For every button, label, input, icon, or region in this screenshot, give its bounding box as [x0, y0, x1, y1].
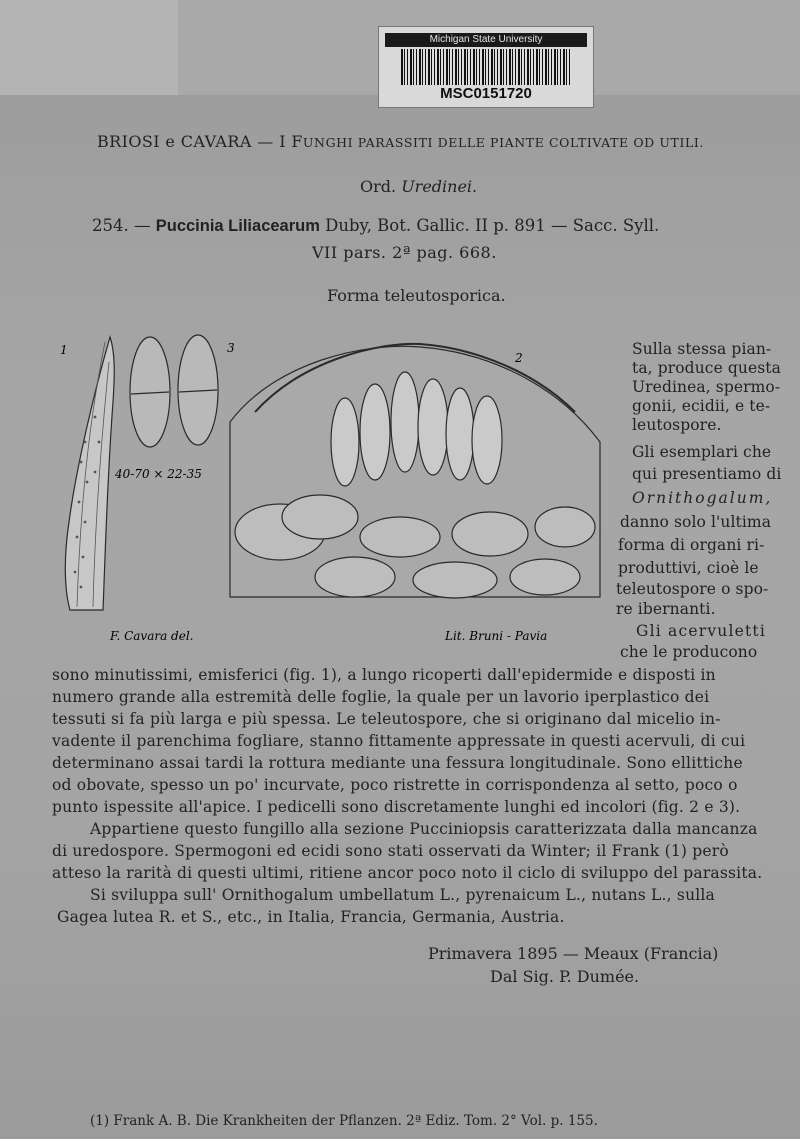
side-line-10: forma di organi ri-: [618, 536, 765, 554]
figure-printer: Lit. Bruni - Pavia: [445, 629, 548, 643]
entry-number: 254. —: [92, 216, 151, 235]
entry-species: Puccinia Liliacearum: [155, 217, 320, 235]
header-series-a: I F: [279, 132, 303, 151]
barcode-bars: [401, 49, 571, 85]
entry-citation: Duby, Bot. Gallic. II p. 891 — Sacc. Syll.: [325, 216, 660, 235]
figure-measure: 40-70 × 22-35: [115, 467, 202, 481]
figure-label-1: 1: [60, 343, 68, 357]
side-line-6: Gli esemplari che: [632, 443, 772, 461]
side-line-3: Uredinea, spermo-: [632, 378, 781, 396]
body-line-9: di uredospore. Spermogoni ed ecidi sono stati osservati da Winter; il Frank (1) però: [52, 842, 729, 860]
figure-label-2: 2: [515, 351, 523, 365]
body-line-3: tessuti si fa più larga e più spessa. Le teleutospore, che si originano dal micelio in-: [52, 710, 721, 728]
header-series-b: UNGHI PARASSITI DELLE PIANTE COLTIVATE OD UTILI.: [302, 135, 704, 150]
figure-label-3: 3: [227, 341, 235, 355]
barcode-label: [378, 26, 594, 108]
side-line-8: Ornithogalum,: [632, 489, 773, 507]
side-line-4: gonii, ecidii, e te-: [632, 397, 771, 415]
figure-3-spores: [130, 335, 218, 447]
body-line-6: od obovate, spesso un po' incurvate, poco ristrette in corrispondenza al setto, poco o: [52, 776, 738, 794]
side-line-15: che le producono: [620, 643, 758, 661]
body-line-12: Gagea lutea R. et S., etc., in Italia, Francia, Germania, Austria.: [57, 908, 565, 926]
order-name: Uredinei.: [401, 177, 478, 196]
figure-2-section: [230, 344, 600, 598]
side-line-11: produttivi, cioè le: [618, 559, 759, 577]
header-dash: —: [257, 132, 274, 151]
side-line-1: Sulla stessa pian-: [632, 340, 772, 358]
body-line-5: determinano assai tardi la rottura mediante una fessura longitudinale. Sono ellittiche: [52, 754, 743, 772]
order-line: [360, 177, 477, 196]
page-header: [97, 132, 704, 151]
order-prefix: Ord.: [360, 177, 397, 196]
side-line-12: teleutospore o spo-: [616, 580, 769, 598]
body-line-1: sono minutissimi, emisferici (fig. 1), a lungo ricoperti dall'epidermide e disposti in: [52, 666, 716, 684]
figure-1-leaf: [65, 337, 114, 610]
side-line-13: re ibernanti.: [616, 600, 716, 618]
figure-artist: F. Cavara del.: [110, 629, 194, 643]
collection-date: Primavera 1895 — Meaux (Francia): [428, 944, 719, 963]
barcode-id: MSC0151720: [440, 85, 532, 102]
collection-donor: Dal Sig. P. Dumée.: [490, 967, 640, 986]
botanical-figure: [55, 322, 620, 647]
paper-edge-left: [0, 0, 179, 95]
side-line-14: Gli acervuletti: [636, 622, 767, 640]
body-line-10: atteso la rarità di questi ultimi, ritiene ancor poco noto il ciclo di sviluppo del parassita.: [52, 864, 763, 882]
side-line-2: ta, produce questa: [632, 359, 781, 377]
body-line-2: numero grande alla estremità delle foglie, la quale per un lavorio iperplastico dei: [52, 688, 710, 706]
body-line-4: vadente il parenchima fogliare, stanno fittamente appressate in questi acervuli, di cui: [52, 732, 746, 750]
body-line-8: Appartiene questo fungillo alla sezione Pucciniopsis caratterizzata dalla mancanza: [90, 820, 758, 838]
forma-title: Forma teleutosporica.: [327, 286, 506, 305]
side-line-5: leutospore.: [632, 416, 722, 434]
entry-citation-2: VII pars. 2ª pag. 668.: [312, 243, 497, 262]
body-line-11: Si sviluppa sull' Ornithogalum umbellatum L., pyrenaicum L., nutans L., sulla: [90, 886, 716, 904]
footnote: (1) Frank A. B. Die Krankheiten der Pflanzen. 2ª Ediz. Tom. 2° Vol. p. 155.: [90, 1113, 598, 1129]
side-line-7: qui presentiamo di: [632, 465, 782, 483]
side-line-9: danno solo l'ultima: [620, 513, 772, 531]
header-authors: BRIOSI e CAVARA: [97, 132, 252, 151]
entry-title: [92, 216, 659, 236]
body-line-7: punto ispessite all'apice. I pedicelli sono discretamente lunghi ed incolori (fig. 2 e 3).: [52, 798, 741, 816]
barcode-institution: Michigan State University: [385, 33, 587, 47]
